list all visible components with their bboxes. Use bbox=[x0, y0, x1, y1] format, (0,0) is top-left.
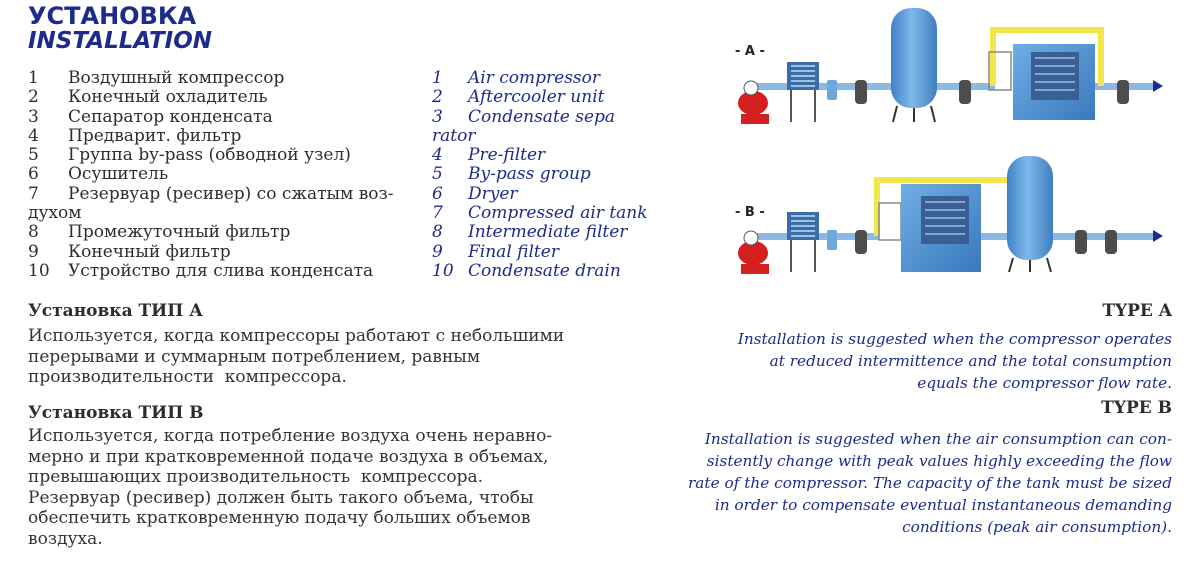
legend-item bbox=[432, 185, 648, 204]
legend-num: 3 bbox=[28, 106, 39, 127]
legend-num: 9 bbox=[28, 241, 39, 262]
legend-item bbox=[28, 108, 394, 127]
aftercooler-icon bbox=[787, 212, 819, 272]
outlet-arrow-icon bbox=[1153, 80, 1163, 92]
legend-text: Air compressor bbox=[468, 68, 600, 88]
legend-num: 4 bbox=[28, 125, 39, 146]
legend-item bbox=[432, 127, 648, 146]
legend-text: Воздушный компрессор bbox=[68, 68, 285, 88]
legend-num: 2 bbox=[432, 87, 443, 108]
legend-text: Final filter bbox=[468, 241, 559, 262]
legend-num: 4 bbox=[432, 145, 443, 166]
final-filter-icon bbox=[1117, 80, 1129, 104]
intermediate-filter-icon bbox=[959, 80, 971, 104]
type-b-text-ru: Используется, когда потребление воздуха очень неравно- мерно и при кратковременной подаче воздуха в объемах, превышающих производительность компрессора. Резервуар (ресивер) должен быть такого объема, чтобы обеспечить кратковременную подачу больших объемов воздуха. bbox=[28, 426, 553, 549]
legend-en bbox=[432, 69, 648, 281]
label-b: - B - bbox=[735, 205, 765, 220]
legend-num: 8 bbox=[432, 222, 443, 243]
legend-text: Резервуар (ресивер) со сжатым воз- bbox=[68, 183, 394, 204]
legend-item bbox=[28, 69, 394, 88]
intermediate-filter-icon bbox=[1075, 230, 1087, 254]
legend-text: Устройство для слива конденсата bbox=[68, 260, 374, 281]
legend-item bbox=[432, 69, 648, 88]
legend-item bbox=[28, 262, 394, 281]
legend-text: Intermediate filter bbox=[468, 222, 628, 243]
dryer-icon bbox=[1013, 44, 1095, 120]
legend-item bbox=[432, 165, 648, 184]
legend-num: 10 bbox=[28, 260, 50, 281]
legend-text: Осушитель bbox=[68, 164, 169, 185]
legend-item bbox=[28, 223, 394, 242]
legend-num: 7 bbox=[432, 203, 443, 224]
type-b-heading-ru: Установка ТИП В bbox=[28, 403, 204, 423]
legend-item bbox=[28, 88, 394, 107]
prefilter-icon bbox=[855, 80, 867, 104]
type-a-text-ru: Используется, когда компрессоры работают с небольшими перерывами и суммарным потреблением, равным производительности компрессора. bbox=[28, 326, 565, 388]
legend-item bbox=[432, 262, 648, 281]
legend-num: 8 bbox=[28, 222, 39, 243]
legend-item bbox=[28, 204, 394, 223]
legend-item bbox=[28, 146, 394, 165]
separator-icon bbox=[827, 80, 837, 100]
final-filter-icon bbox=[1105, 230, 1117, 254]
outlet-arrow-icon bbox=[1153, 230, 1163, 242]
legend-num: 1 bbox=[28, 68, 39, 88]
page-title-ru: УСТАНОВКА bbox=[28, 2, 197, 30]
legend-text: Condensate drain bbox=[468, 260, 621, 281]
label-a: - A - bbox=[735, 44, 765, 59]
type-b-text-en: Installation is suggested when the air consumption can con- sistently change with peak values highly exceeding the flow rate of the compressor. The capacity of the tank must be sized in order to compensate eventual instantaneous demanding conditions (peak air consumption). bbox=[688, 430, 1172, 536]
legend-num: 7 bbox=[28, 183, 39, 204]
legend-ru bbox=[28, 69, 394, 281]
legend-item bbox=[432, 108, 648, 127]
legend-item bbox=[28, 127, 394, 146]
legend-text: Конечный фильтр bbox=[68, 241, 231, 262]
bypass-group-icon bbox=[879, 203, 901, 240]
layout-a bbox=[735, 8, 1163, 124]
layout-b bbox=[735, 156, 1163, 274]
legend-item bbox=[28, 243, 394, 262]
prefilter-icon bbox=[855, 230, 867, 254]
legend-text: Condensate sepa bbox=[468, 106, 616, 127]
air-tank-icon bbox=[1007, 156, 1053, 272]
legend-item bbox=[432, 204, 648, 223]
separator-icon bbox=[827, 230, 837, 250]
legend-item bbox=[432, 146, 648, 165]
legend-text: Compressed air tank bbox=[468, 203, 648, 224]
legend-num: 3 bbox=[432, 106, 443, 127]
legend-item bbox=[432, 88, 648, 107]
legend-num: 10 bbox=[432, 260, 454, 281]
aftercooler-icon bbox=[787, 62, 819, 122]
legend-text: Предварит. фильтр bbox=[68, 125, 242, 146]
legend-item bbox=[28, 165, 394, 184]
legend-item bbox=[432, 223, 648, 242]
type-a-text-en: Installation is suggested when the compressor operates at reduced intermittence and the total consumption equals the compressor flow rate. bbox=[737, 330, 1172, 392]
installation-diagram bbox=[725, 0, 1175, 292]
legend-text: Группа by-pass (обводной узел) bbox=[68, 145, 351, 166]
legend-num: 5 bbox=[28, 145, 39, 166]
pipe bbox=[979, 233, 1153, 240]
legend-text: Dryer bbox=[468, 183, 518, 204]
legend-num: 9 bbox=[432, 241, 443, 262]
legend-num: 2 bbox=[28, 87, 39, 108]
legend-text: Конечный охладитель bbox=[68, 87, 268, 108]
legend-num: 6 bbox=[432, 183, 443, 204]
legend-text: духом bbox=[28, 203, 82, 224]
type-a-heading-en: TYPE A bbox=[1102, 301, 1172, 321]
type-b-heading-en: TYPE B bbox=[1101, 398, 1172, 418]
legend-num: 5 bbox=[432, 164, 443, 185]
legend-text: rator bbox=[432, 125, 476, 146]
type-a-heading-ru: Установка ТИП А bbox=[28, 301, 204, 321]
legend-text: Промежуточный фильтр bbox=[68, 222, 291, 243]
page-title-en: INSTALLATION bbox=[28, 28, 213, 54]
legend-num: 1 bbox=[432, 68, 443, 88]
legend-num: 6 bbox=[28, 164, 39, 185]
dryer-icon bbox=[901, 184, 981, 272]
legend-item bbox=[432, 243, 648, 262]
legend-item bbox=[28, 185, 394, 204]
legend-text: Aftercooler unit bbox=[468, 87, 605, 108]
legend-text: Сепаратор конденсата bbox=[68, 106, 273, 127]
legend-text: By-pass group bbox=[468, 164, 591, 185]
air-tank-icon bbox=[891, 8, 937, 122]
legend-text: Pre-filter bbox=[468, 145, 546, 166]
